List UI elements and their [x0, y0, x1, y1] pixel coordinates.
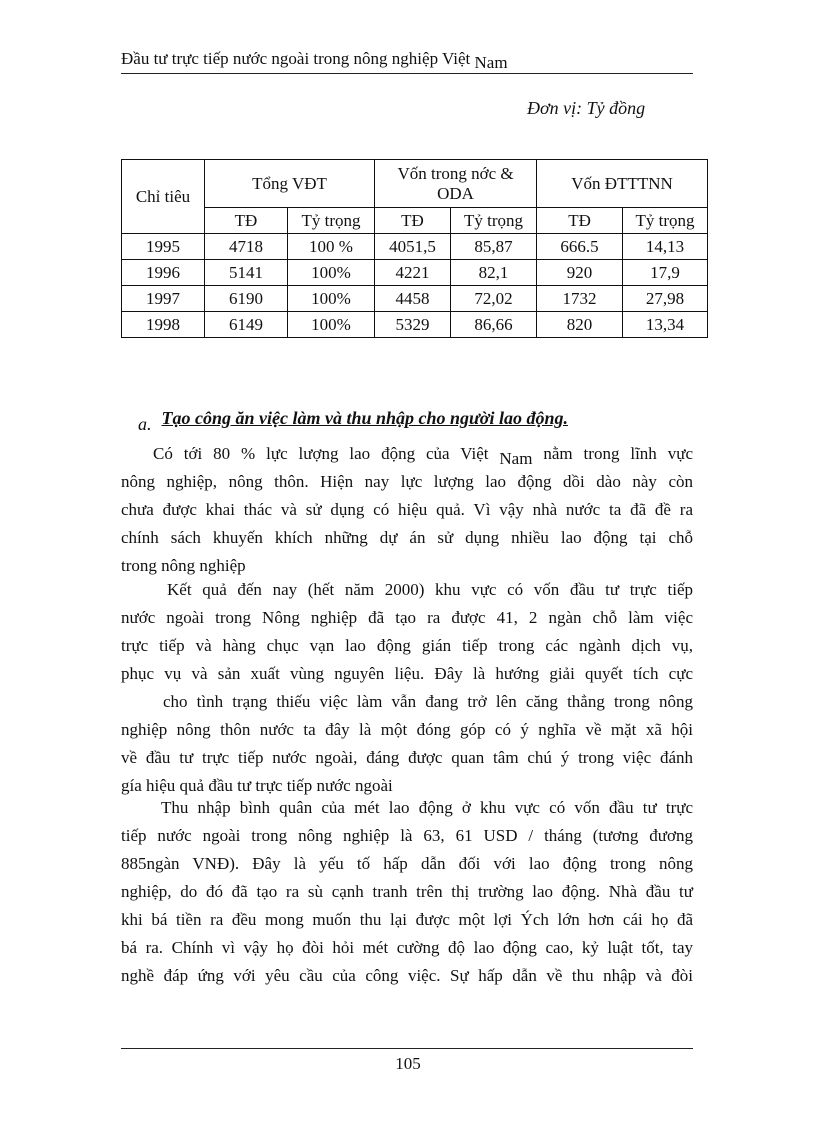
cell-year: 1997	[122, 286, 205, 312]
text-line: Thu nhập bình quân của mét lao động ở khu vực có vốn đầu tư trực	[161, 798, 693, 817]
subheader-td: TĐ	[537, 208, 623, 234]
text-line: tiếp nước ngoài trong nông nghiệp là 63, 61 USD / tháng (tương đương	[121, 826, 693, 845]
unit-label: Đơn vị: Tỷ đồng	[527, 98, 646, 118]
cell: 14,13	[623, 234, 708, 260]
text-line: cho tình trạng thiếu việc làm vẫn đang trở lên căng thẳng trong nông	[163, 692, 693, 711]
cell: 4458	[375, 286, 451, 312]
section-title: Tạo công ăn việc làm và thu nhập cho người lao động.	[161, 408, 568, 428]
text-line: Có tới 80 % lực lượng lao động của Việt Nam nằm trong lĩnh vực	[153, 444, 693, 468]
header-title: Đầu tư trực tiếp nước ngoài trong nông nghiệp Việt	[121, 49, 475, 68]
cell: 6190	[205, 286, 288, 312]
cell-year: 1996	[122, 260, 205, 286]
cell: 4221	[375, 260, 451, 286]
subheader-ty-trong: Tỷ trọng	[451, 208, 537, 234]
header-von-trong-nuoc: Vốn trong nớc & ODA	[375, 160, 537, 208]
cell: 666.5	[537, 234, 623, 260]
text-line: nghề đáp ứng với yêu cầu của công việc. Sự hấp dẫn về thu nhập và đòi	[121, 966, 693, 985]
footer-rule	[121, 1048, 693, 1049]
cell: 6149	[205, 312, 288, 338]
table-row	[122, 234, 708, 260]
text-line: khi bá tiền ra đều mong muốn thu lại được một lợi Ých lớn hơn cái họ đã	[121, 910, 693, 929]
cell: 4051,5	[375, 234, 451, 260]
cell: 820	[537, 312, 623, 338]
cell: 100%	[288, 286, 375, 312]
text-line: nông nghiệp, nông thôn. Hiện nay lực lượng lao động dồi dào này còn	[121, 472, 693, 491]
running-header	[121, 48, 693, 70]
cell: 100 %	[288, 234, 375, 260]
text-line: gía hiệu quả đầu tư trực tiếp nước ngoài	[121, 776, 393, 795]
header-tong-vdt: Tổng VĐT	[205, 160, 375, 208]
table-row	[122, 286, 708, 312]
page-number: 105	[395, 1054, 421, 1073]
cell: 82,1	[451, 260, 537, 286]
text-line: về đầu tư trực tiếp nước ngoài, đáng được quan tâm chú ý trong việc đánh	[121, 748, 693, 767]
cell: 4718	[205, 234, 288, 260]
cell-year: 1998	[122, 312, 205, 338]
text-line: chính sách khuyến khích những dự án sử dụng nhiều lao động tại chỗ	[121, 528, 693, 547]
subheader-ty-trong: Tỷ trọng	[623, 208, 708, 234]
section-letter: a.	[138, 414, 152, 434]
cell: 72,02	[451, 286, 537, 312]
subheader-ty-trong: Tỷ trọng	[288, 208, 375, 234]
header-von-dtttnn: Vốn ĐTTTNN	[537, 160, 708, 208]
cell: 5141	[205, 260, 288, 286]
text-line: nghiệp nông thôn nước ta đây là một đóng góp có ý nghĩa về mặt xã hội	[121, 720, 693, 739]
header-rule	[121, 73, 693, 74]
text-line: bá ra. Chính vì vậy họ đòi hỏi mét cường độ lao động cao, kỷ luật tốt, tay	[121, 938, 693, 957]
table-row	[122, 260, 708, 286]
cell-year: 1995	[122, 234, 205, 260]
cell: 13,34	[623, 312, 708, 338]
paragraph-3	[121, 688, 693, 800]
paragraph-4	[121, 794, 693, 990]
text-line: 885ngàn VNĐ). Đây là yếu tố hấp dẫn đối với lao động trong nông	[121, 854, 693, 873]
investment-table	[121, 159, 708, 338]
table-row	[122, 312, 708, 338]
cell: 5329	[375, 312, 451, 338]
cell: 1732	[537, 286, 623, 312]
cell: 27,98	[623, 286, 708, 312]
section-heading	[138, 408, 568, 434]
cell: 100%	[288, 312, 375, 338]
subheader-td: TĐ	[205, 208, 288, 234]
text-line: trong nông nghiệp	[121, 556, 246, 575]
text-line: chưa được khai thác và sử dụng có hiệu quả. Vì vậy nhà nước ta đã đề ra	[121, 500, 693, 519]
header-title-tail: Nam	[474, 53, 508, 72]
text-line: Kết quả đến nay (hết năm 2000) khu vực có vốn đầu tư trực tiếp	[167, 580, 693, 599]
paragraph-1	[121, 440, 693, 580]
header-chi-tieu: Chỉ tiêu	[122, 160, 205, 234]
paragraph-2	[121, 576, 693, 688]
cell: 17,9	[623, 260, 708, 286]
subheader-td: TĐ	[375, 208, 451, 234]
cell: 85,87	[451, 234, 537, 260]
text-line: nước ngoài trong Nông nghiệp đã tạo ra được 41, 2 ngàn chỗ làm việc	[121, 608, 693, 627]
cell: 920	[537, 260, 623, 286]
cell: 100%	[288, 260, 375, 286]
text-line: trực tiếp và hàng chục vạn lao động gián tiếp trong các ngành dịch vụ,	[121, 636, 693, 655]
text-line: phục vụ và sản xuất vùng nguyên liệu. Đây là hướng giải quyết tích cực	[121, 664, 693, 683]
text-line: nghiệp, do đó đã tạo ra sù cạnh tranh trên thị trường lao động. Nhà đầu tư	[121, 882, 693, 901]
cell: 86,66	[451, 312, 537, 338]
